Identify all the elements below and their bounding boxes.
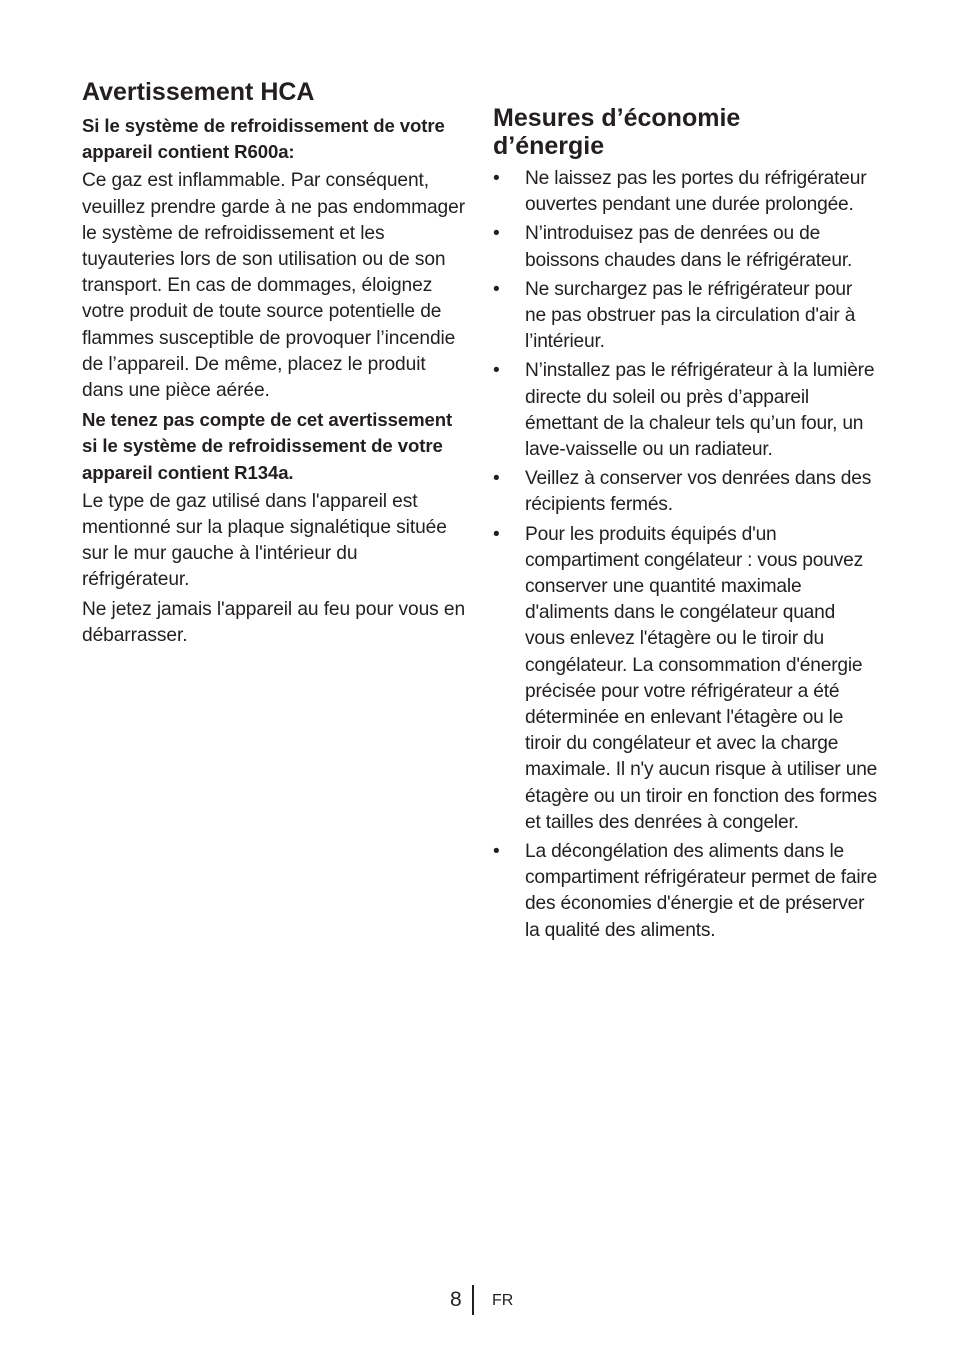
bullet-icon: • bbox=[493, 523, 500, 545]
hca-warning-body bbox=[82, 113, 467, 652]
list-item bbox=[493, 166, 878, 218]
energy-saving-list bbox=[493, 166, 878, 947]
list-item-text: La décongélation des aliments dans le compartiment réfrigérateur permet de faire des économies d'énergie et de préserver la qualité des aliments. bbox=[525, 841, 878, 941]
language-code: FR bbox=[492, 1292, 514, 1309]
page-footer bbox=[0, 1285, 954, 1317]
gas-type-paragraph: Le type de gaz utilisé dans l'appareil est mentionné sur la plaque signalétique située sur le mur gauche à l'intérieur du réfrigérateur. bbox=[82, 490, 447, 591]
bullet-icon: • bbox=[493, 841, 500, 863]
list-item bbox=[493, 358, 878, 463]
r134a-heading: Ne tenez pas compte de cet avertissement si le système de refroidissement de votre appareil contient R134a. bbox=[82, 409, 453, 483]
list-item bbox=[493, 466, 878, 518]
disposal-paragraph: Ne jetez jamais l'appareil au feu pour vous en débarrasser. bbox=[82, 598, 466, 646]
list-item bbox=[493, 839, 878, 944]
footer-divider bbox=[472, 1285, 474, 1315]
bullet-icon: • bbox=[493, 360, 500, 382]
bullet-icon: • bbox=[493, 168, 500, 189]
list-item-text: N’introduisez pas de denrées ou de boissons chaudes dans le réfrigérateur. bbox=[525, 223, 853, 271]
section-title-energy-saving: Mesures d’économie d’énergie bbox=[493, 104, 741, 160]
list-item-text: Veillez à conserver vos denrées dans des récipients fermés. bbox=[525, 468, 872, 516]
list-item-text: Ne surchargez pas le réfrigérateur pour ne pas obstruer pas la circulation d'air à l’intérieur. bbox=[525, 278, 856, 353]
page-number: 8 bbox=[450, 1288, 462, 1311]
section-title-hca-warning: Avertissement HCA bbox=[82, 78, 315, 106]
bullet-icon: • bbox=[493, 278, 500, 300]
list-item bbox=[493, 221, 878, 273]
r600a-heading: Si le système de refroidissement de votre appareil contient R600a: bbox=[82, 115, 445, 163]
list-item-text: N’installez pas le réfrigérateur à la lumière directe du soleil ou près d’appareil émettant de la chaleur tels qu’un four, un lave-vaisselle ou un radiateur. bbox=[525, 360, 875, 461]
r600a-paragraph: Ce gaz est inflammable. Par conséquent, veuillez prendre garde à ne pas endommager le système de refroidissement et les tuyauteries lors de son utilisation ou de son transport. En cas de dommages, éloignez votre produit de toute source potentielle de flammes susceptible de provoquer l’incendie de l’appareil. De même, placez le produit dans une pièce aérée. bbox=[82, 170, 465, 402]
bullet-icon: • bbox=[493, 468, 500, 490]
list-item bbox=[493, 277, 878, 356]
list-item-text: Pour les produits équipés d'un compartiment congélateur : vous pouvez conserver une quantité maximale d'aliments dans le congélateur quand vous enlevez l'étagère ou le tiroir du congélateur. La consommation d'énergie précisée pour votre réfrigérateur a été déterminée en enlevant l'étagère ou le tiroir du congélateur et avec la charge maximale. Il n'y aucun risque à utiliser une étagère ou un tiroir en fonction des formes et tailles des denrées à congeler. bbox=[525, 523, 878, 833]
bullet-icon: • bbox=[493, 223, 500, 245]
list-item-text: Ne laissez pas les portes du réfrigérateur ouvertes pendant une durée prolongée. bbox=[525, 168, 867, 216]
list-item bbox=[493, 522, 878, 836]
